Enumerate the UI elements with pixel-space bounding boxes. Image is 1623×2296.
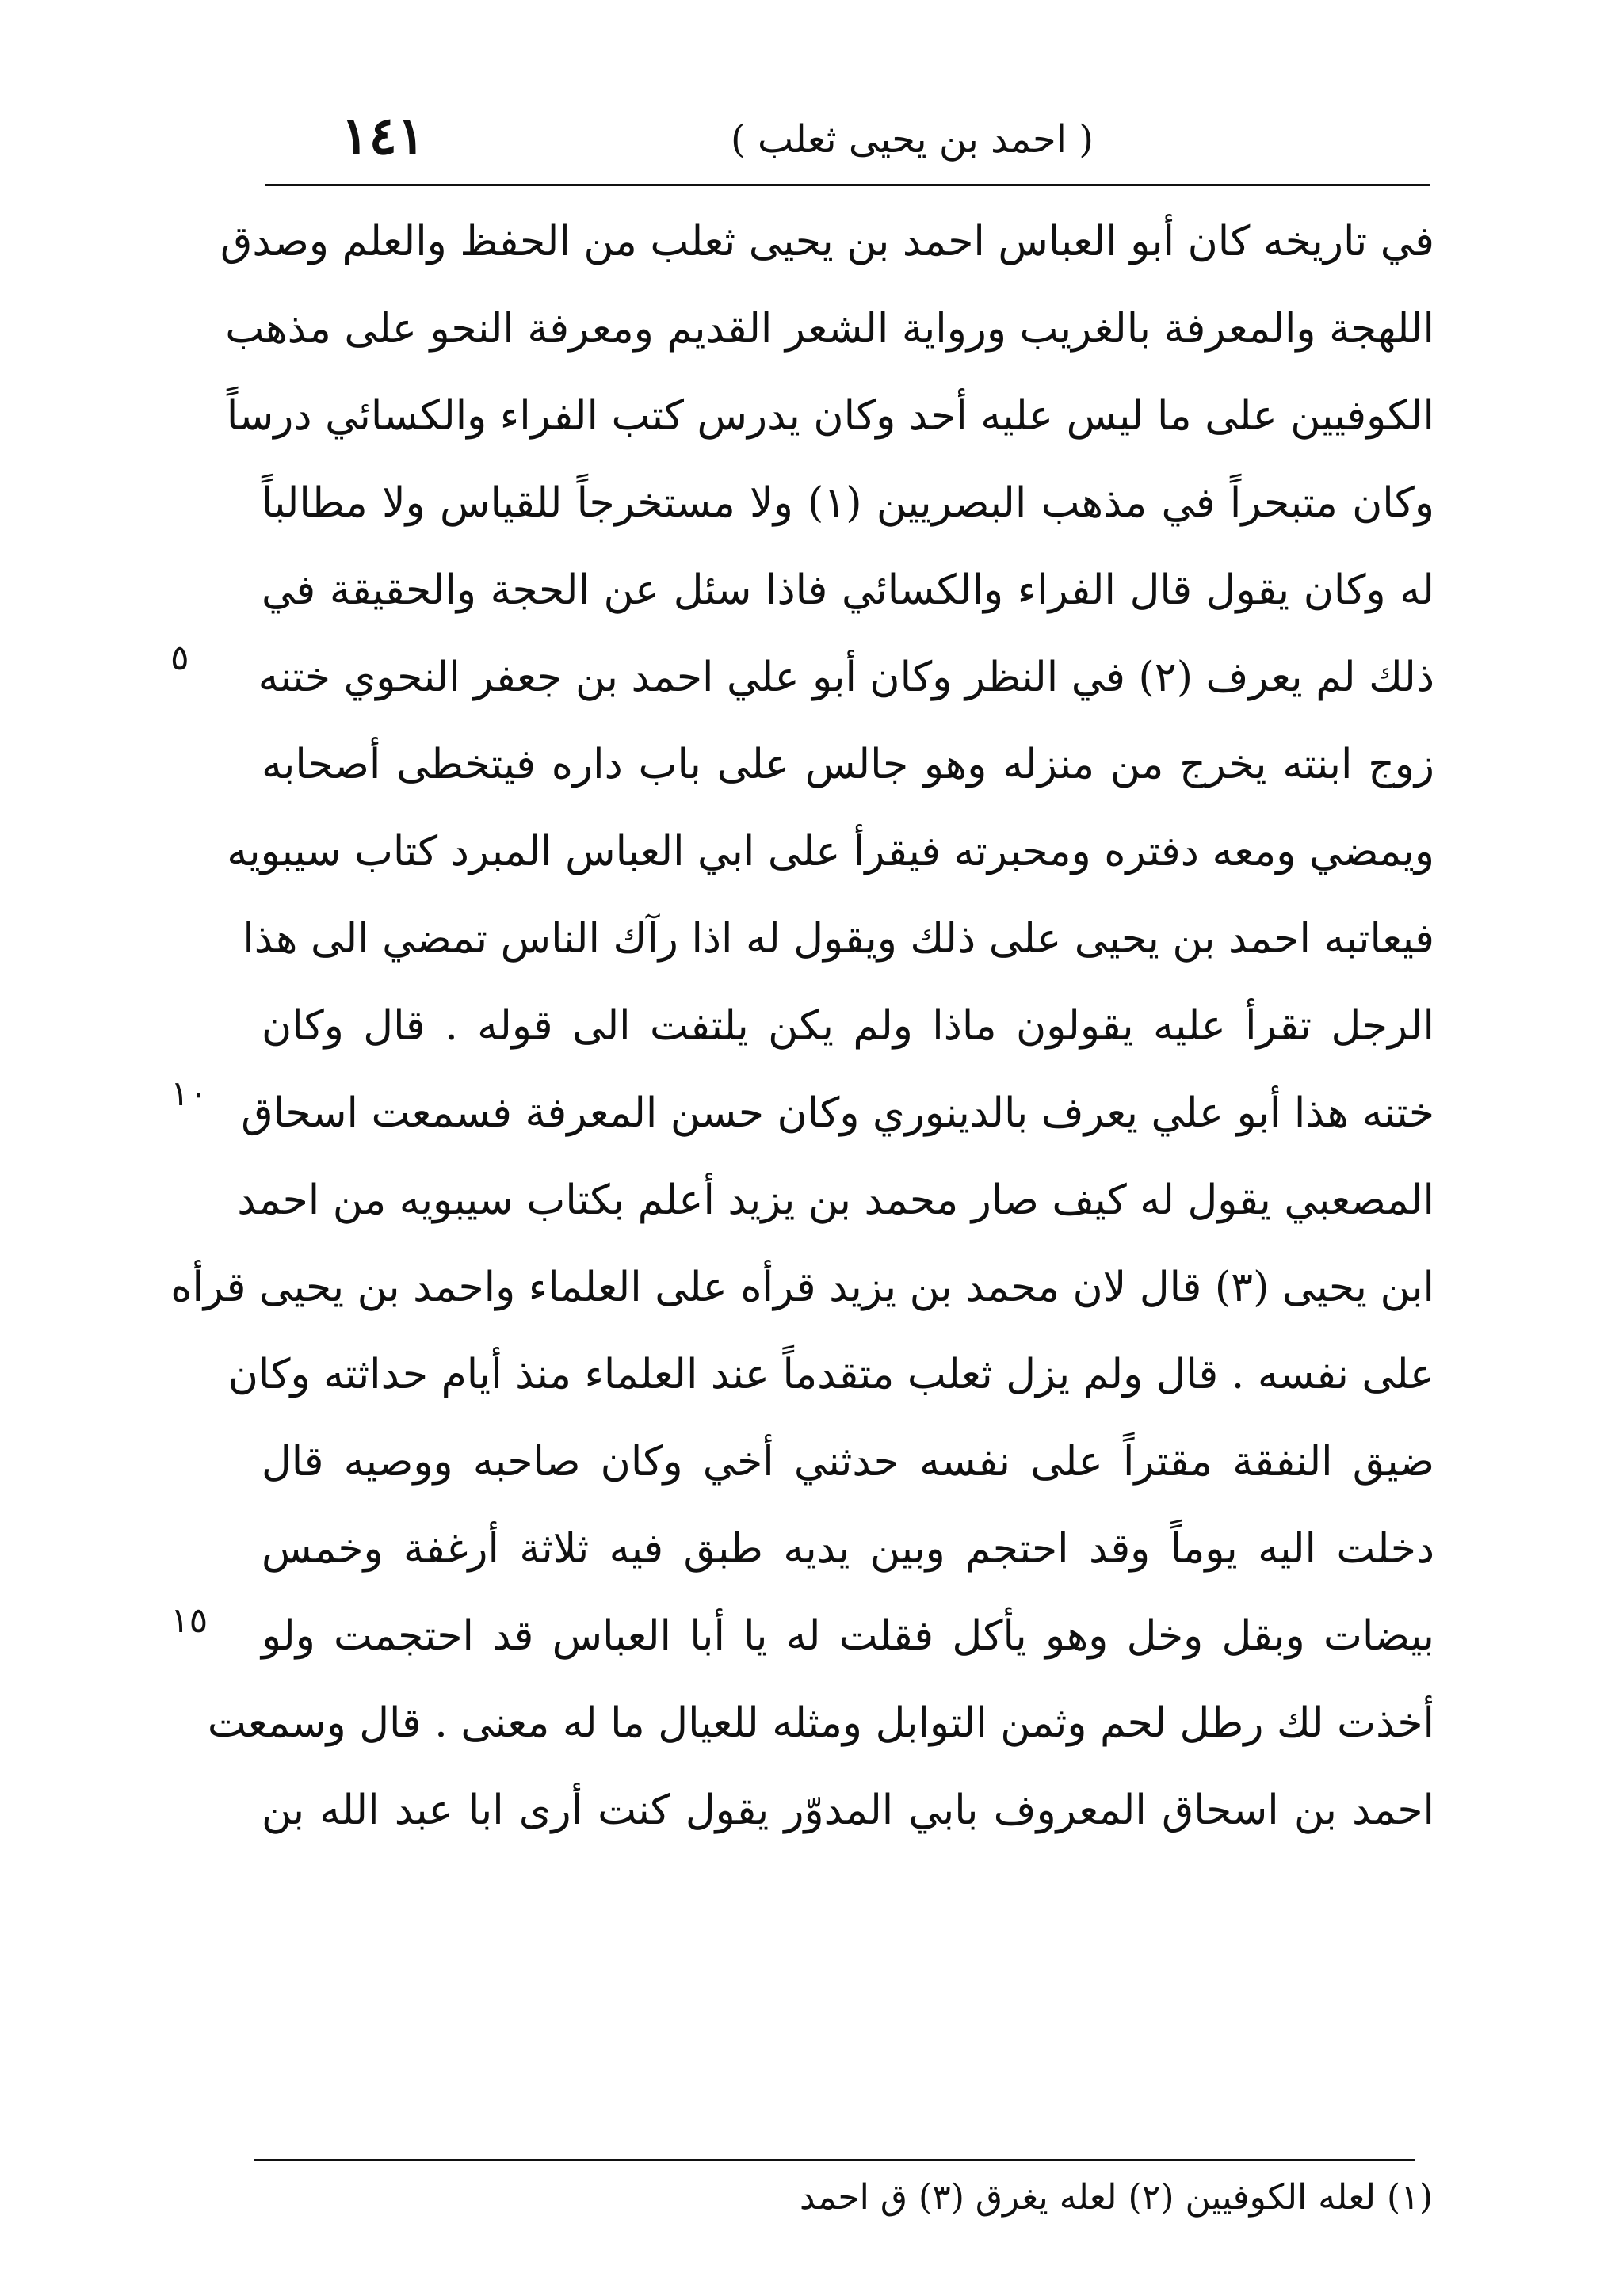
text-line: الكوفيين على ما ليس عليه أحد وكان يدرس كتب الفراء والكسائي درساً — [226, 392, 1434, 440]
page-number: ١٤١ — [341, 105, 426, 166]
line-number-marker: ٥ — [170, 638, 189, 678]
text-line: في تاريخه كان أبو العباس احمد بن يحيى ثعلب من الحفظ والعلم وصدق — [220, 218, 1434, 265]
line-number-marker: ١٠ — [170, 1074, 208, 1114]
text-line: ضيق النفقة مقتراً على نفسه حدثني أخي وكان صاحبه ووصيه قال — [262, 1438, 1434, 1486]
text-line: على نفسه . قال ولم يزل ثعلب متقدماً عند العلماء منذ أيام حداثته وكان — [227, 1351, 1434, 1398]
text-line: الرجل تقرأ عليه يقولون ماذا ولم يكن يلتفت الى قوله . قال وكان — [262, 1002, 1434, 1050]
text-line: بيضات وبقل وخل وهو يأكل فقلت له يا أبا العباس قد احتجمت ولو — [262, 1612, 1434, 1660]
text-line: ختنه هذا أبو علي يعرف بالدينوري وكان حسن المعرفة فسمعت اسحاق — [241, 1089, 1434, 1137]
running-title: ( احمد بن يحيى ثعلب ) — [731, 117, 1094, 162]
running-header — [269, 103, 1426, 190]
text-line: ذلك لم يعرف (٢) في النظر وكان أبو علي احمد بن جعفر النحوي ختنه — [258, 654, 1434, 701]
text-line: فيعاتبه احمد بن يحيى على ذلك ويقول له اذا رآك الناس تمضي الى هذا — [242, 915, 1434, 963]
text-line: ابن يحيى (٣) قال لان محمد بن يزيد قرأه على العلماء واحمد بن يحيى قرأه — [170, 1264, 1434, 1311]
header-rule — [265, 184, 1430, 186]
text-line: زوج ابنته يخرج من منزله وهو جالس على باب داره فيتخطى أصحابه — [262, 741, 1434, 788]
text-line: اللهجة والمعرفة بالغريب ورواية الشعر القديم ومعرفة النحو على مذهب — [225, 305, 1434, 353]
text-line: أخذت لك رطل لحم وثمن التوابل ومثله للعيال ما له معنى . قال وسمعت — [207, 1699, 1434, 1747]
text-line: له وكان يقول قال الفراء والكسائي فاذا سئل عن الحجة والحقيقة في — [262, 566, 1434, 614]
text-line: احمد بن اسحاق المعروف بابي المدوّر يقول كنت أرى ابا عبد الله بن — [262, 1787, 1434, 1834]
line-number-marker: ١٥ — [170, 1600, 208, 1641]
footnote-rule — [254, 2159, 1415, 2161]
text-line: وكان متبحراً في مذهب البصريين (١) ولا مستخرجاً للقياس ولا مطالباً — [262, 479, 1434, 527]
footnotes: (١) لعله الكوفيين (٢) لعله يغرق (٣) ق احمد — [799, 2177, 1433, 2218]
text-line: المصعبي يقول له كيف صار محمد بن يزيد أعلم بكتاب سيبويه من احمد — [237, 1177, 1434, 1224]
text-line: دخلت اليه يوماً وقد احتجم وبين يديه طبق فيه ثلاثة أرغفة وخمس — [262, 1525, 1434, 1573]
text-line: ويمضي ومعه دفتره ومحبرته فيقرأ على ابي العباس المبرد كتاب سيبويه — [227, 828, 1434, 875]
